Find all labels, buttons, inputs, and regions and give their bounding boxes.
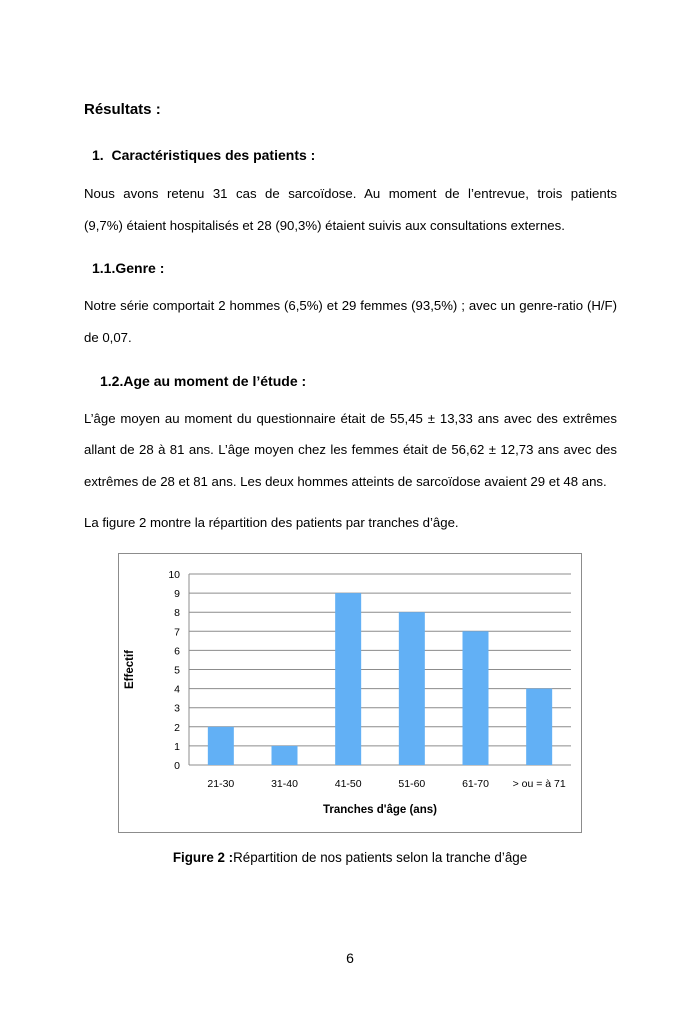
- paragraph-2-line-2: de 0,07.: [84, 330, 132, 345]
- y-tick-label: 8: [174, 607, 180, 620]
- bar-31-40: [272, 746, 298, 765]
- paragraph-3-line-2: allant de 28 à 81 ans. L’âge moyen chez les femmes était de 56,62 ± 12,73 ans avec des: [84, 442, 617, 457]
- subsection-heading-1: [92, 147, 315, 163]
- y-tick-label: 6: [174, 645, 180, 658]
- x-tick-label: 51-60: [398, 778, 426, 790]
- paragraph-3-line-1: L’âge moyen au moment du questionnaire était de 55,45 ± 13,33 ans avec des extrêmes: [84, 411, 617, 426]
- chart-svg: [119, 554, 581, 832]
- bar-61-70: [463, 631, 489, 765]
- subsection-heading-genre: 1.1.Genre :: [92, 260, 165, 276]
- age-distribution-chart: [118, 553, 582, 833]
- figure-caption-label: Figure 2 :: [172, 850, 234, 865]
- paragraph-3-line-3: extrêmes de 28 et 81 ans. Les deux hommes atteints de sarcoïdose avaient 29 et 48 ans.: [84, 474, 607, 489]
- paragraph-4: La figure 2 montre la répartition des patients par tranches d’âge.: [84, 515, 459, 530]
- bar-21-30: [208, 727, 234, 765]
- y-tick-label: 9: [174, 588, 180, 601]
- bar-51-60: [399, 612, 425, 765]
- x-tick-label: 21-30: [207, 778, 235, 790]
- y-axis-title: Effectif: [124, 650, 136, 689]
- figure-caption: [0, 850, 700, 865]
- x-tick-label: 61-70: [462, 778, 489, 790]
- x-tick-label: 41-50: [334, 778, 362, 790]
- paragraph-1-line-2: (9,7%) étaient hospitalisés et 28 (90,3%) étaient suivis aux consultations externes.: [84, 218, 565, 233]
- bar--ou-71: [526, 689, 552, 765]
- y-tick-label: 1: [174, 740, 180, 753]
- page-number: 6: [346, 950, 354, 966]
- y-tick-label: 4: [174, 683, 180, 696]
- y-tick-label: 10: [168, 569, 180, 581]
- x-axis-title: Tranches d'âge (ans): [323, 804, 437, 816]
- subsection-title: Caractéristiques des patients :: [111, 147, 316, 163]
- y-tick-label: 7: [174, 626, 180, 639]
- subsection-heading-age: 1.2.Age au moment de l’étude :: [100, 373, 307, 389]
- figure-caption-text: Répartition de nos patients selon la tranche d’âge: [233, 850, 528, 865]
- paragraph-2-line-1: Notre série comportait 2 hommes (6,5%) et 29 femmes (93,5%) ; avec un genre-ratio (H/F): [84, 298, 617, 313]
- subsection-number: 1.: [92, 147, 104, 163]
- section-title: Résultats :: [84, 101, 161, 118]
- x-tick-label: 31-40: [271, 778, 298, 790]
- y-tick-label: 0: [174, 760, 180, 772]
- y-tick-label: 5: [174, 664, 180, 677]
- y-tick-label: 3: [174, 702, 180, 715]
- bar-41-50: [335, 593, 361, 765]
- x-tick-label: > ou = à 71: [512, 778, 566, 790]
- y-tick-label: 2: [174, 721, 180, 734]
- paragraph-1-line-1: Nous avons retenu 31 cas de sarcoïdose. Au moment de l’entrevue, trois patients: [84, 186, 617, 201]
